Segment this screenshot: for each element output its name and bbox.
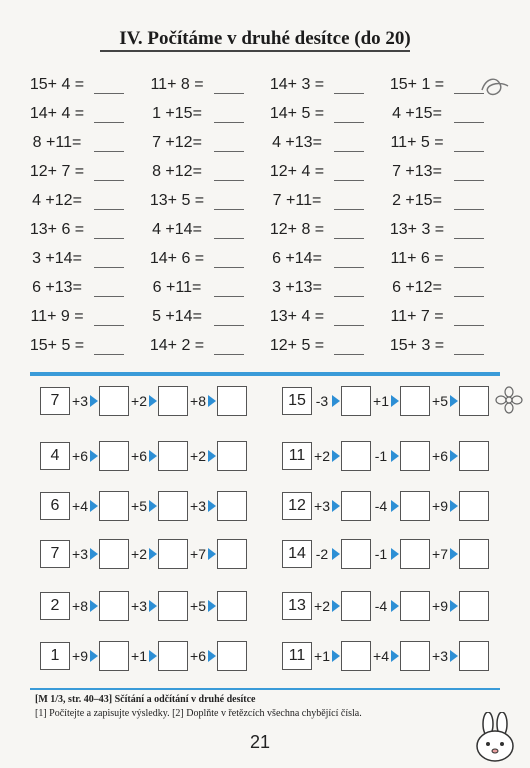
chain-start-number: 7 xyxy=(40,540,70,568)
equation-expression: 6 +14= xyxy=(272,249,322,267)
equation-cell xyxy=(142,308,262,326)
number-chain xyxy=(282,590,489,622)
equation-expression: 2 +15= xyxy=(392,191,442,209)
equation-expression: 11+ 7 = xyxy=(390,307,444,325)
arrow-right-icon xyxy=(332,395,340,407)
chain-operation: +1 xyxy=(314,648,330,664)
arrow-right-icon xyxy=(450,548,458,560)
arrow-right-icon xyxy=(149,500,157,512)
chain-start-number: 13 xyxy=(282,592,312,620)
chain-operation: +6 xyxy=(131,448,147,464)
chain-answer-box[interactable] xyxy=(158,386,188,416)
answer-blank[interactable] xyxy=(334,139,364,152)
answer-blank[interactable] xyxy=(214,313,244,326)
footer-divider xyxy=(30,688,500,690)
chain-answer-box[interactable] xyxy=(400,591,430,621)
equation-row xyxy=(22,157,502,186)
arrow-right-icon xyxy=(208,395,216,407)
chain-operation: -1 xyxy=(374,546,388,562)
number-chain xyxy=(40,440,247,472)
equation-cell xyxy=(22,163,142,181)
arrow-right-icon xyxy=(450,600,458,612)
arrow-right-icon xyxy=(149,548,157,560)
equation-expression: 4 +12= xyxy=(32,191,82,209)
answer-blank[interactable] xyxy=(94,342,124,355)
answer-blank[interactable] xyxy=(334,197,364,210)
chain-answer-box[interactable] xyxy=(158,491,188,521)
equation-cell xyxy=(382,192,502,210)
chain-operation: -4 xyxy=(374,498,388,514)
equation-cell xyxy=(142,76,262,94)
equation-expression: 6 +12= xyxy=(392,278,442,296)
answer-blank[interactable] xyxy=(94,313,124,326)
equation-expression: 13+ 5 = xyxy=(149,191,205,209)
equation-expression: 12+ 7 = xyxy=(29,162,85,180)
answer-blank[interactable] xyxy=(94,226,124,239)
equation-expression: 15+ 3 = xyxy=(389,336,445,354)
equation-expression: 12+ 8 = xyxy=(269,220,325,238)
chain-start-number: 4 xyxy=(40,442,70,470)
arrow-right-icon xyxy=(450,500,458,512)
equation-cell xyxy=(22,308,142,326)
answer-blank[interactable] xyxy=(334,255,364,268)
equation-cell xyxy=(22,76,142,94)
chain-operation: +3 xyxy=(72,393,88,409)
equation-expression: 7 +11= xyxy=(272,191,322,209)
chain-operation: +3 xyxy=(72,546,88,562)
equation-cell xyxy=(262,337,382,355)
arrow-right-icon xyxy=(90,500,98,512)
chain-answer-box[interactable] xyxy=(459,441,489,471)
answer-blank[interactable] xyxy=(94,139,124,152)
chain-operation: +1 xyxy=(131,648,147,664)
chain-operation: -4 xyxy=(374,598,388,614)
chain-start-number: 11 xyxy=(282,442,312,470)
equation-cell xyxy=(262,192,382,210)
chain-answer-box[interactable] xyxy=(99,591,129,621)
arrow-right-icon xyxy=(149,600,157,612)
chain-answer-box[interactable] xyxy=(158,591,188,621)
number-chain xyxy=(40,385,247,417)
arrow-right-icon xyxy=(208,450,216,462)
equation-cell xyxy=(22,221,142,239)
footer-line-2: [1] Počítejte a zapisujte výsledky. [2] Doplňte v řetězcích všechna chybějící čísla. xyxy=(35,708,362,719)
equation-expression: 6 +13= xyxy=(32,278,82,296)
chain-answer-box[interactable] xyxy=(400,539,430,569)
equation-cell xyxy=(382,76,502,94)
chain-operation: +2 xyxy=(131,546,147,562)
equation-cell xyxy=(142,221,262,239)
answer-blank[interactable] xyxy=(454,139,484,152)
chain-operation: +9 xyxy=(72,648,88,664)
equation-expression: 7 +13= xyxy=(392,162,442,180)
answer-blank[interactable] xyxy=(454,81,484,94)
chain-answer-box[interactable] xyxy=(459,591,489,621)
chain-operation: +5 xyxy=(131,498,147,514)
arrow-right-icon xyxy=(90,600,98,612)
title-underline xyxy=(100,50,410,52)
chain-operation: +7 xyxy=(190,546,206,562)
arrow-right-icon xyxy=(149,395,157,407)
number-chain xyxy=(282,538,489,570)
chain-answer-box[interactable] xyxy=(217,491,247,521)
chain-operation: +9 xyxy=(432,498,448,514)
answer-blank[interactable] xyxy=(214,168,244,181)
equation-cell xyxy=(22,250,142,268)
equation-cell xyxy=(142,134,262,152)
equation-expression: 14+ 2 = xyxy=(149,336,205,354)
equation-cell xyxy=(382,221,502,239)
equation-expression: 8 +11= xyxy=(32,133,82,151)
chain-answer-box[interactable] xyxy=(158,441,188,471)
equation-cell xyxy=(142,192,262,210)
chain-operation: +5 xyxy=(432,393,448,409)
equation-cell xyxy=(262,134,382,152)
chain-row xyxy=(40,590,500,622)
chain-answer-box[interactable] xyxy=(217,539,247,569)
chain-row xyxy=(40,440,500,472)
chain-answer-box[interactable] xyxy=(217,641,247,671)
equation-cell xyxy=(142,337,262,355)
chain-answer-box[interactable] xyxy=(400,386,430,416)
equation-row xyxy=(22,215,502,244)
equation-expression: 4 +13= xyxy=(272,133,322,151)
chain-operation: -3 xyxy=(315,393,329,409)
answer-blank[interactable] xyxy=(334,226,364,239)
chain-start-number: 11 xyxy=(282,642,312,670)
arrow-right-icon xyxy=(90,650,98,662)
page-number: 21 xyxy=(250,732,271,752)
equation-cell xyxy=(22,105,142,123)
number-chain xyxy=(40,490,247,522)
equation-expression: 11+ 5 = xyxy=(390,133,444,151)
arrow-right-icon xyxy=(332,450,340,462)
equation-row xyxy=(22,302,502,331)
equation-cell xyxy=(142,250,262,268)
arrow-right-icon xyxy=(391,600,399,612)
equation-expression: 6 +11= xyxy=(152,278,202,296)
equation-expression: 13+ 4 = xyxy=(269,307,325,325)
bunny-icon xyxy=(470,712,522,764)
chain-row xyxy=(40,490,500,522)
equation-cell xyxy=(382,337,502,355)
equation-expression: 5 +14= xyxy=(152,307,202,325)
equation-expression: 3 +14= xyxy=(32,249,82,267)
answer-blank[interactable] xyxy=(454,255,484,268)
answer-blank[interactable] xyxy=(214,226,244,239)
arrow-right-icon xyxy=(391,500,399,512)
chain-answer-box[interactable] xyxy=(341,641,371,671)
chain-answer-box[interactable] xyxy=(217,386,247,416)
equation-row xyxy=(22,331,502,360)
answer-blank[interactable] xyxy=(334,81,364,94)
chain-answer-box[interactable] xyxy=(341,441,371,471)
section-divider xyxy=(30,372,500,376)
arrow-right-icon xyxy=(208,600,216,612)
equation-cell xyxy=(382,279,502,297)
chain-answer-box[interactable] xyxy=(99,441,129,471)
equation-cell xyxy=(262,279,382,297)
chain-operation: -2 xyxy=(315,546,329,562)
chain-operation: +2 xyxy=(314,448,330,464)
arrow-right-icon xyxy=(149,650,157,662)
arrow-right-icon xyxy=(450,650,458,662)
equation-cell xyxy=(22,279,142,297)
equation-cell xyxy=(142,279,262,297)
arrow-right-icon xyxy=(391,548,399,560)
chain-start-number: 12 xyxy=(282,492,312,520)
chain-answer-box[interactable] xyxy=(341,491,371,521)
chain-operation: +6 xyxy=(190,648,206,664)
answer-blank[interactable] xyxy=(214,139,244,152)
answer-blank[interactable] xyxy=(94,110,124,123)
arrow-right-icon xyxy=(149,450,157,462)
chain-operation: +8 xyxy=(72,598,88,614)
equation-cell xyxy=(382,134,502,152)
chain-row xyxy=(40,640,500,672)
number-chain xyxy=(282,440,489,472)
equation-expression: 11+ 8 = xyxy=(150,75,204,93)
chain-answer-box[interactable] xyxy=(459,641,489,671)
arrow-right-icon xyxy=(208,548,216,560)
chain-operation: +2 xyxy=(190,448,206,464)
answer-blank[interactable] xyxy=(94,197,124,210)
equation-expression: 11+ 9 = xyxy=(30,307,84,325)
answer-blank[interactable] xyxy=(454,226,484,239)
equation-row xyxy=(22,186,502,215)
equation-expression: 4 +14= xyxy=(152,220,202,238)
arrow-right-icon xyxy=(391,395,399,407)
equation-expression: 3 +13= xyxy=(272,278,322,296)
chain-start-number: 14 xyxy=(282,540,312,568)
equation-row xyxy=(22,128,502,157)
chain-operation: +9 xyxy=(432,598,448,614)
arrow-right-icon xyxy=(450,395,458,407)
equation-cell xyxy=(142,163,262,181)
equation-cell xyxy=(262,76,382,94)
answer-blank[interactable] xyxy=(214,342,244,355)
equation-cell xyxy=(22,337,142,355)
chain-operation: +3 xyxy=(432,648,448,664)
footer-instructions xyxy=(35,694,495,719)
chain-answer-box[interactable] xyxy=(158,641,188,671)
answer-blank[interactable] xyxy=(214,255,244,268)
equation-row xyxy=(22,273,502,302)
chain-operation: +1 xyxy=(373,393,389,409)
equation-expression: 14+ 5 = xyxy=(269,104,325,122)
page-title: IV. Počítáme v druhé desítce (do 20) xyxy=(119,28,411,49)
equation-cell xyxy=(262,308,382,326)
answer-blank[interactable] xyxy=(334,284,364,297)
chain-answer-box[interactable] xyxy=(158,539,188,569)
arrow-right-icon xyxy=(90,395,98,407)
answer-blank[interactable] xyxy=(334,313,364,326)
equation-cell xyxy=(382,308,502,326)
chain-answer-box[interactable] xyxy=(341,386,371,416)
arrow-right-icon xyxy=(90,548,98,560)
chain-answer-box[interactable] xyxy=(459,386,489,416)
chain-start-number: 6 xyxy=(40,492,70,520)
arrow-right-icon xyxy=(332,650,340,662)
equation-expression: 14+ 6 = xyxy=(149,249,205,267)
answer-blank[interactable] xyxy=(454,197,484,210)
answer-blank[interactable] xyxy=(94,81,124,94)
equation-expression: 11+ 6 = xyxy=(390,249,444,267)
chain-operation: -1 xyxy=(374,448,388,464)
equation-expression: 14+ 3 = xyxy=(269,75,325,93)
chain-operation: +3 xyxy=(314,498,330,514)
chain-start-number: 1 xyxy=(40,642,70,670)
equation-cell xyxy=(262,163,382,181)
flower-icon xyxy=(495,386,523,414)
chain-answer-box[interactable] xyxy=(400,491,430,521)
equation-expression: 14+ 4 = xyxy=(29,104,85,122)
chain-start-number: 7 xyxy=(40,387,70,415)
equation-cell xyxy=(262,105,382,123)
equation-cell xyxy=(142,105,262,123)
chain-operation: +3 xyxy=(190,498,206,514)
answer-blank[interactable] xyxy=(454,313,484,326)
answer-blank[interactable] xyxy=(214,110,244,123)
arrow-right-icon xyxy=(332,600,340,612)
equation-grid xyxy=(22,70,502,360)
chain-operation: +4 xyxy=(373,648,389,664)
arrow-right-icon xyxy=(332,548,340,560)
equation-cell xyxy=(382,250,502,268)
answer-blank[interactable] xyxy=(214,197,244,210)
answer-blank[interactable] xyxy=(94,255,124,268)
chain-answer-box[interactable] xyxy=(459,491,489,521)
answer-blank[interactable] xyxy=(454,284,484,297)
equation-expression: 15+ 5 = xyxy=(29,336,85,354)
arrow-right-icon xyxy=(90,450,98,462)
number-chain xyxy=(40,640,247,672)
equation-expression: 4 +15= xyxy=(392,104,442,122)
chain-operation: +5 xyxy=(190,598,206,614)
arrow-right-icon xyxy=(391,650,399,662)
arrow-right-icon xyxy=(208,500,216,512)
answer-blank[interactable] xyxy=(94,168,124,181)
chain-answer-box[interactable] xyxy=(217,591,247,621)
equation-expression: 7 +12= xyxy=(152,133,202,151)
equation-expression: 12+ 5 = xyxy=(269,336,325,354)
chain-answer-box[interactable] xyxy=(341,591,371,621)
equation-expression: 15+ 1 = xyxy=(389,75,445,93)
chain-answer-box[interactable] xyxy=(99,641,129,671)
answer-blank[interactable] xyxy=(454,342,484,355)
chain-operation: +3 xyxy=(131,598,147,614)
equation-expression: 8 +12= xyxy=(152,162,202,180)
number-chain xyxy=(40,590,247,622)
number-chain xyxy=(282,490,489,522)
chain-answer-box[interactable] xyxy=(459,539,489,569)
equation-cell xyxy=(22,192,142,210)
chain-operation: +2 xyxy=(131,393,147,409)
equation-cell xyxy=(382,105,502,123)
footer-line-1: [M 1/3, str. 40–43] Sčítání a odčítání v druhé desítce xyxy=(35,694,256,705)
equation-row xyxy=(22,244,502,273)
chain-answer-box[interactable] xyxy=(99,386,129,416)
chain-operation: +2 xyxy=(314,598,330,614)
number-chain xyxy=(40,538,247,570)
chain-operation: +6 xyxy=(432,448,448,464)
chain-row xyxy=(40,385,500,417)
chain-start-number: 2 xyxy=(40,592,70,620)
arrow-right-icon xyxy=(332,500,340,512)
chain-operation: +6 xyxy=(72,448,88,464)
equation-expression: 12+ 4 = xyxy=(269,162,325,180)
arrow-right-icon xyxy=(208,650,216,662)
chain-answer-box[interactable] xyxy=(341,539,371,569)
answer-blank[interactable] xyxy=(94,284,124,297)
chain-operation: +7 xyxy=(432,546,448,562)
chain-operation: +8 xyxy=(190,393,206,409)
equation-cell xyxy=(262,221,382,239)
chain-row xyxy=(40,538,500,570)
chain-operation: +4 xyxy=(72,498,88,514)
chain-answer-box[interactable] xyxy=(400,441,430,471)
answer-blank[interactable] xyxy=(334,110,364,123)
answer-blank[interactable] xyxy=(214,284,244,297)
arrow-right-icon xyxy=(450,450,458,462)
chain-answer-box[interactable] xyxy=(217,441,247,471)
answer-blank[interactable] xyxy=(334,342,364,355)
equation-cell xyxy=(22,134,142,152)
chain-start-number: 15 xyxy=(282,387,312,415)
arrow-right-icon xyxy=(391,450,399,462)
equation-expression: 13+ 6 = xyxy=(29,220,85,238)
equation-expression: 13+ 3 = xyxy=(389,220,445,238)
chain-answer-box[interactable] xyxy=(99,539,129,569)
number-chain xyxy=(282,385,489,417)
chain-answer-box[interactable] xyxy=(99,491,129,521)
answer-blank[interactable] xyxy=(454,110,484,123)
equation-row xyxy=(22,70,502,99)
equation-cell xyxy=(262,250,382,268)
equation-expression: 1 +15= xyxy=(152,104,202,122)
equation-cell xyxy=(382,163,502,181)
equation-row xyxy=(22,99,502,128)
equation-expression: 15+ 4 = xyxy=(29,75,85,93)
answer-blank[interactable] xyxy=(454,168,484,181)
chain-answer-box[interactable] xyxy=(400,641,430,671)
number-chain xyxy=(282,640,489,672)
answer-blank[interactable] xyxy=(334,168,364,181)
answer-blank[interactable] xyxy=(214,81,244,94)
